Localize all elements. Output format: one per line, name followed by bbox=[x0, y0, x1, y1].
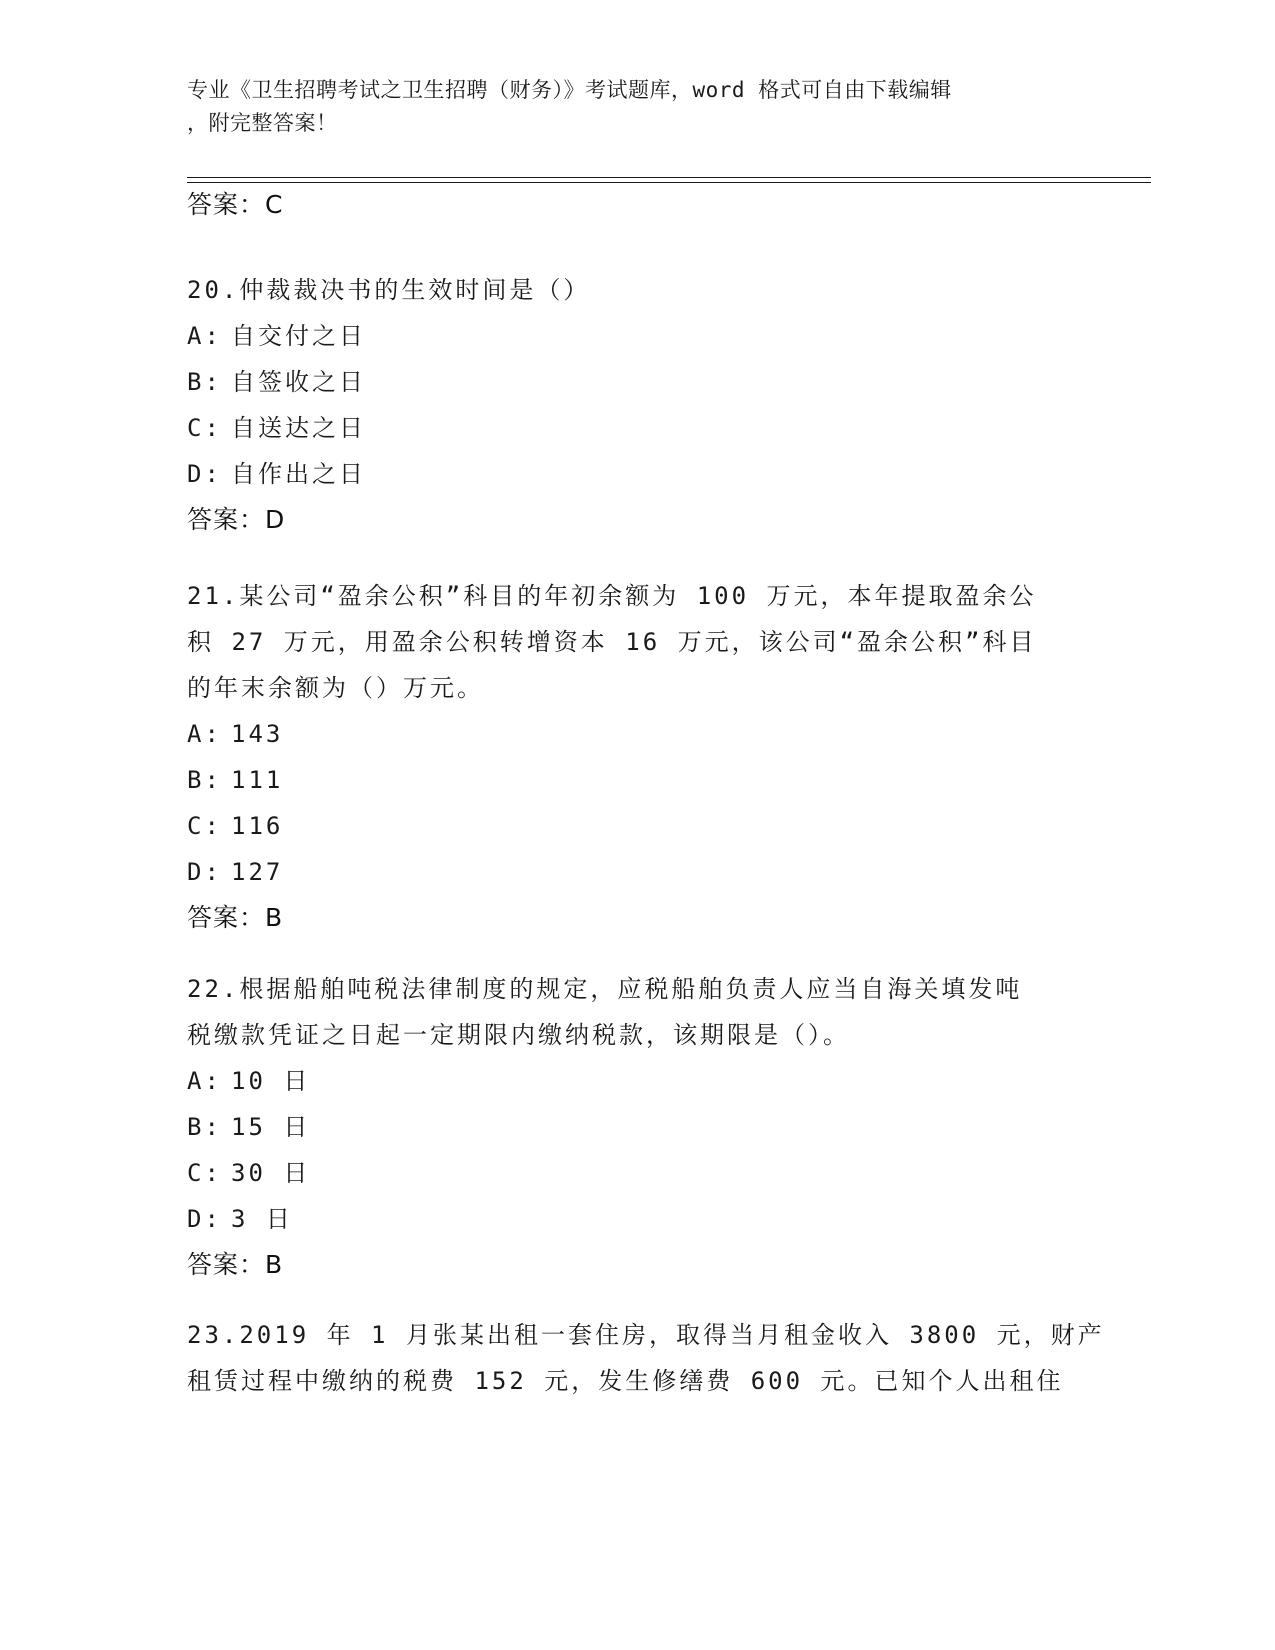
question-stem-line: 的年末余额为（）万元。 bbox=[187, 674, 484, 702]
option-text: 自签收之日 bbox=[231, 368, 366, 396]
answer-label: 答案：B bbox=[187, 903, 284, 932]
option-text: 3 日 bbox=[231, 1205, 293, 1233]
option-d bbox=[187, 849, 1087, 895]
question-20 bbox=[187, 267, 1087, 543]
option-text: 自送达之日 bbox=[231, 414, 366, 442]
question-stem-line: 20.仲裁裁决书的生效时间是（） bbox=[187, 276, 591, 304]
question-22 bbox=[187, 966, 1087, 1288]
option-key: D: bbox=[187, 460, 222, 488]
option-c bbox=[187, 405, 1087, 451]
option-key: D: bbox=[187, 858, 222, 886]
option-key: A: bbox=[187, 1067, 222, 1095]
question-21 bbox=[187, 573, 1087, 941]
question-stem-line: 租赁过程中缴纳的税费 152 元，发生修缮费 600 元。已知个人出租住 bbox=[187, 1367, 1064, 1395]
option-key: B: bbox=[187, 368, 222, 396]
option-key: A: bbox=[187, 322, 222, 350]
option-text: 10 日 bbox=[231, 1067, 311, 1095]
answer-label: 答案：B bbox=[187, 1250, 284, 1279]
option-key: C: bbox=[187, 812, 222, 840]
previous-answer-block bbox=[187, 182, 1087, 228]
question-stem-line: 21.某公司“盈余公积”科目的年初余额为 100 万元，本年提取盈余公 bbox=[187, 582, 1037, 610]
option-key: B: bbox=[187, 766, 222, 794]
option-d bbox=[187, 451, 1087, 497]
option-a bbox=[187, 313, 1087, 359]
option-b bbox=[187, 757, 1087, 803]
option-a bbox=[187, 1058, 1087, 1104]
option-a bbox=[187, 711, 1087, 757]
question-23 bbox=[187, 1312, 1105, 1404]
option-text: 30 日 bbox=[231, 1159, 311, 1187]
header-line-1: 专业《卫生招聘考试之卫生招聘（财务）》考试题库，word 格式可自由下载编辑 bbox=[187, 78, 952, 102]
option-b bbox=[187, 359, 1087, 405]
option-key: C: bbox=[187, 1159, 222, 1187]
question-stem-line: 22.根据船舶吨税法律制度的规定，应税船舶负责人应当自海关填发吨 bbox=[187, 975, 1023, 1003]
option-text: 143 bbox=[231, 720, 284, 748]
option-b bbox=[187, 1104, 1087, 1150]
answer-label: 答案：C bbox=[187, 190, 284, 219]
option-c bbox=[187, 803, 1087, 849]
option-key: C: bbox=[187, 414, 222, 442]
option-c bbox=[187, 1150, 1087, 1196]
option-text: 15 日 bbox=[231, 1113, 311, 1141]
question-stem-line: 税缴款凭证之日起一定期限内缴纳税款，该期限是（）。 bbox=[187, 1021, 850, 1049]
option-key: D: bbox=[187, 1205, 222, 1233]
option-text: 127 bbox=[231, 858, 284, 886]
header-divider-top bbox=[187, 177, 1151, 178]
option-text: 116 bbox=[231, 812, 284, 840]
option-text: 111 bbox=[231, 766, 284, 794]
header-line-2: ，附完整答案！ bbox=[187, 111, 338, 135]
document-header bbox=[187, 74, 1087, 140]
option-text: 自交付之日 bbox=[231, 322, 366, 350]
question-stem-line: 积 27 万元，用盈余公积转增资本 16 万元，该公司“盈余公积”科目 bbox=[187, 628, 1037, 656]
option-key: A: bbox=[187, 720, 222, 748]
question-stem-line: 23.2019 年 1 月张某出租一套住房，取得当月租金收入 3800 元，财产 bbox=[187, 1321, 1105, 1349]
option-key: B: bbox=[187, 1113, 222, 1141]
option-d bbox=[187, 1196, 1087, 1242]
answer-label: 答案：D bbox=[187, 505, 286, 534]
option-text: 自作出之日 bbox=[231, 460, 366, 488]
